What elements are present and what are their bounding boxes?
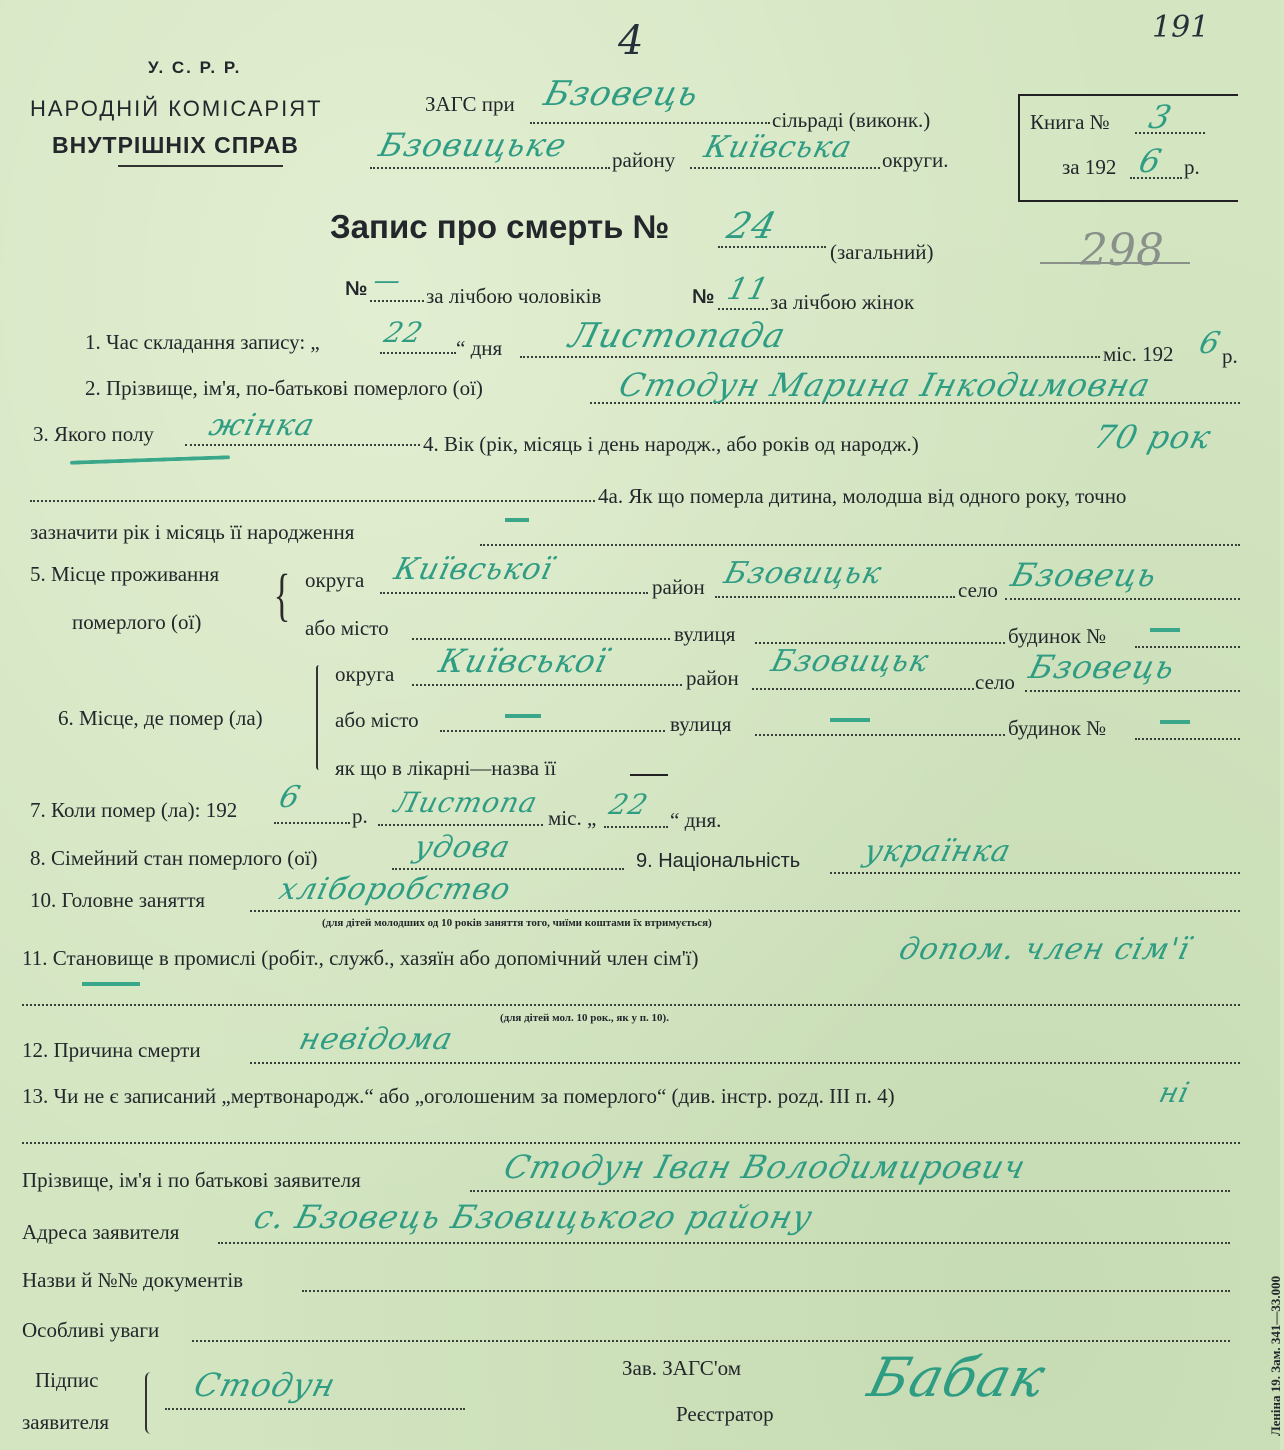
field-7-label: 7. Коли помер (ла): 192 [30,798,238,822]
field-5-raion-line [715,596,955,598]
handwritten-field-6-raion: Бзовицьк [767,644,933,679]
book-number-label: Книга № [1030,110,1110,134]
field-7-dnia: “ дня. [670,808,722,832]
handwritten-field-8: удова [410,830,515,865]
field-7-r: р. [352,804,368,828]
field-12-label: 12. Причина смерти [22,1038,201,1062]
handwritten-side-number: 298 [1080,225,1164,276]
field-4a-line [30,500,595,502]
handwritten-field-5-okruha: Київської [390,552,557,587]
handwritten-field-12: невідома [295,1022,457,1057]
handwritten-applicant-name: Стодун Іван Володимирович [500,1148,1030,1186]
men-count-label: за лічбою чоловіків [426,284,602,308]
field-1-day-line [380,352,456,354]
green-dash-4a [505,518,529,522]
field-8-line [392,868,624,870]
applicant-name-line [470,1190,1230,1192]
field-11-line [22,1004,1240,1006]
field-5-okruha-line [380,592,648,594]
handwritten-record-number: 24 [722,206,781,247]
field-3-line [185,444,420,446]
applicant-sign-line [165,1408,465,1410]
field-13-label: 13. Чи не є записаний „мертвонародж.“ або „оголошеним за померлого“ (див. інстр. рozд. III п. 4) [22,1084,895,1108]
handwritten-field-5-raion: Бзовицьк [720,556,886,591]
zags-village-line [530,122,770,124]
field-7-mis: міс. „ [548,806,597,830]
field-7-day-line [604,826,668,828]
commissariat-line-1: НАРОДНІЙ КОМІСАРІЯТ [30,96,323,121]
field-6-raion-line [752,688,974,690]
field-5-vulytsia: вулиця [674,622,736,646]
applicant-sign-label-2: заявителя [22,1410,110,1434]
book-r-label: р. [1184,155,1200,179]
men-count-line [370,300,424,302]
handwritten-men-count: — [370,266,405,296]
field-6-vulytsia-line [755,734,1005,736]
village-council-label: сільраді (виконк.) [772,108,931,132]
handwritten-field-2: Стодун Марина Інкодимовна [615,366,1155,404]
field-6-abo-misto: або місто [335,708,419,732]
field-9-line [830,872,1240,874]
field-7-month-line [378,824,543,826]
field-11-note: (для дітей мол. 10 рок., як у п. 10). [500,1012,669,1024]
field-5-misto-line-b [412,638,670,640]
field-11-label: 11. Становище в промислі (робіт., служб., хазяїн або допомічний член сім'ї) [22,946,699,970]
field-5-selo-line [1005,598,1240,600]
field-4a-label: 4а. Як що померла дитина, молодша від одного року, точно [598,484,1127,508]
field-10-line [250,910,1240,912]
applicant-address-line [218,1242,1230,1244]
handwritten-applicant-signature: Стодун [190,1366,340,1404]
green-dash-5 [1150,628,1180,632]
handwritten-field-7-day: 22 [605,788,652,821]
handwritten-district: Бзовицьке [375,126,572,164]
handwritten-field-7-year: 6 [275,780,305,815]
handwritten-top-number: 4 [618,18,644,64]
side-printer-note: Леніна 19. Зам. 341—33.000 [1268,1275,1283,1436]
handwritten-field-4: 70 рок [1090,418,1216,456]
women-count-label: за лічбою жінок [770,290,915,314]
field-6-budynok-line [1135,738,1240,740]
handwritten-field-9: українка [860,834,1015,869]
zags-at-label: ЗАГС при [425,92,515,116]
field-4a-birth-line [480,544,1240,546]
field-10-note: (для дітей молодших од 10 років заняття того, чиїми коштами їх втримується) [322,917,712,929]
green-dash-6b [830,718,870,722]
field-6-okruha: округа [335,662,395,686]
field-5-abo-misto: або місто [305,616,389,640]
green-dash-6c [1160,720,1190,724]
field-1-r: р. [1222,344,1238,368]
field-5-label-2: померлого (ої) [72,610,202,634]
ussr-header: У. С. Р. Р. [148,58,242,77]
district-label: району [612,148,676,172]
field-6-misto-line [440,730,665,732]
general-label: (загальний) [830,240,934,264]
commissariat-line-2: ВНУТРІШНІХ СПРАВ [52,132,299,158]
field-6-vulytsia: вулиця [670,712,732,736]
field-9-label: 9. Національність [636,850,801,872]
applicant-notes-label: Особливі уваги [22,1318,160,1342]
field-3-label: 3. Якого полу [33,422,154,446]
side-number-underline [1040,262,1190,264]
field-5-raion: район [652,575,705,599]
field-10-label: 10. Головне заняття [30,888,205,912]
field-6-selo-line [1025,690,1240,692]
green-dash-11 [82,982,140,986]
women-no-sign: № [692,286,715,308]
field-1-day-end: “ дня [456,336,503,360]
field-8-label: 8. Сімейний стан померлого (ої) [30,846,318,870]
field-13-line [22,1142,1240,1144]
applicant-docs-label: Назви й №№ документів [22,1268,244,1292]
handwritten-field-11: допом. член сім'ї [895,932,1194,967]
field-7-year-line [274,822,350,824]
field-5-selo: село [958,578,998,602]
handwritten-okruha: Київська [700,130,856,165]
field-4a-label-2: зазначити рік і місяць її народження [30,520,355,544]
field-5-budynok: будинок № [1008,624,1107,648]
handwritten-village: Бзовець [540,74,704,114]
header-divider [118,165,283,167]
field-6-okruha-line [412,684,682,686]
handwritten-field-7-month: Листопа [390,786,542,819]
men-no-sign: № [345,278,368,300]
handwritten-page-number: 191 [1152,10,1210,45]
field-5-brace: { [273,562,291,627]
registrar-signature: Бабак [862,1346,1053,1409]
district-line [370,167,610,169]
handwritten-field-6-selo: Бзовець [1025,648,1180,686]
applicant-notes-line [192,1340,1230,1342]
applicant-name-label: Прізвище, ім'я і по батькові заявителя [22,1168,361,1192]
green-dash-6a [505,714,541,718]
field-2-label: 2. Прізвище, ім'я, по-батькові померлого (ої) [85,376,483,400]
field-4-label: 4. Вік (рік, місяць і день народж., або років од народж.) [423,432,919,456]
field-6-hospital: як що в лікарні—назва її [335,756,557,780]
green-underline-stroke [70,455,230,465]
handwritten-field-1-year: 6 [1195,326,1225,361]
okruha-label: округи. [882,148,949,172]
handwritten-book-number: 3 [1145,98,1177,136]
field-6-budynok: будинок № [1008,716,1107,740]
field-5-okruha: округа [305,568,365,592]
handwritten-field-10: хліборобство [275,872,515,907]
field-1-label: 1. Час складання запису: „ [85,330,320,354]
form-title: Запис про смерть № [330,208,670,245]
book-year-label: за 192 [1062,155,1117,179]
okruha-line [690,167,880,169]
handwritten-field-13: ні [1155,1076,1194,1109]
handwritten-field-6-okruha: Київської [435,642,612,680]
handwritten-women-count: 11 [723,272,773,307]
handwritten-field-1-month: Листопада [565,316,791,356]
applicant-address-label: Адреса заявителя [22,1220,180,1244]
zags-head-label: Зав. ЗАГС'ом [622,1356,741,1380]
women-count-line [718,308,768,310]
field-5-label-1: 5. Місце проживання [30,562,220,586]
applicant-sign-brace [145,1372,157,1434]
handwritten-field-1-day: 22 [380,316,427,349]
handwritten-applicant-address: с. Бзовець Бзовицького району [250,1198,818,1236]
applicant-sign-label-1: Підпис [35,1368,99,1392]
applicant-docs-line [302,1290,1230,1292]
field-1-mis: міс. 192 [1103,342,1174,366]
field-6-label: 6. Місце, де помер (ла) [58,706,263,730]
registrar-label: Реєстратор [676,1402,774,1426]
handwritten-book-year: 6 [1135,142,1167,180]
field-6-raion: район [686,666,739,690]
field-12-line [250,1062,1240,1064]
field-1-month-line [520,356,1100,358]
handwritten-field-5-selo: Бзовець [1007,556,1162,594]
field-6-hospital-dash [630,774,668,776]
handwritten-field-3: жінка [205,408,319,443]
field-6-selo: село [975,670,1015,694]
field-6-brace [316,665,322,770]
